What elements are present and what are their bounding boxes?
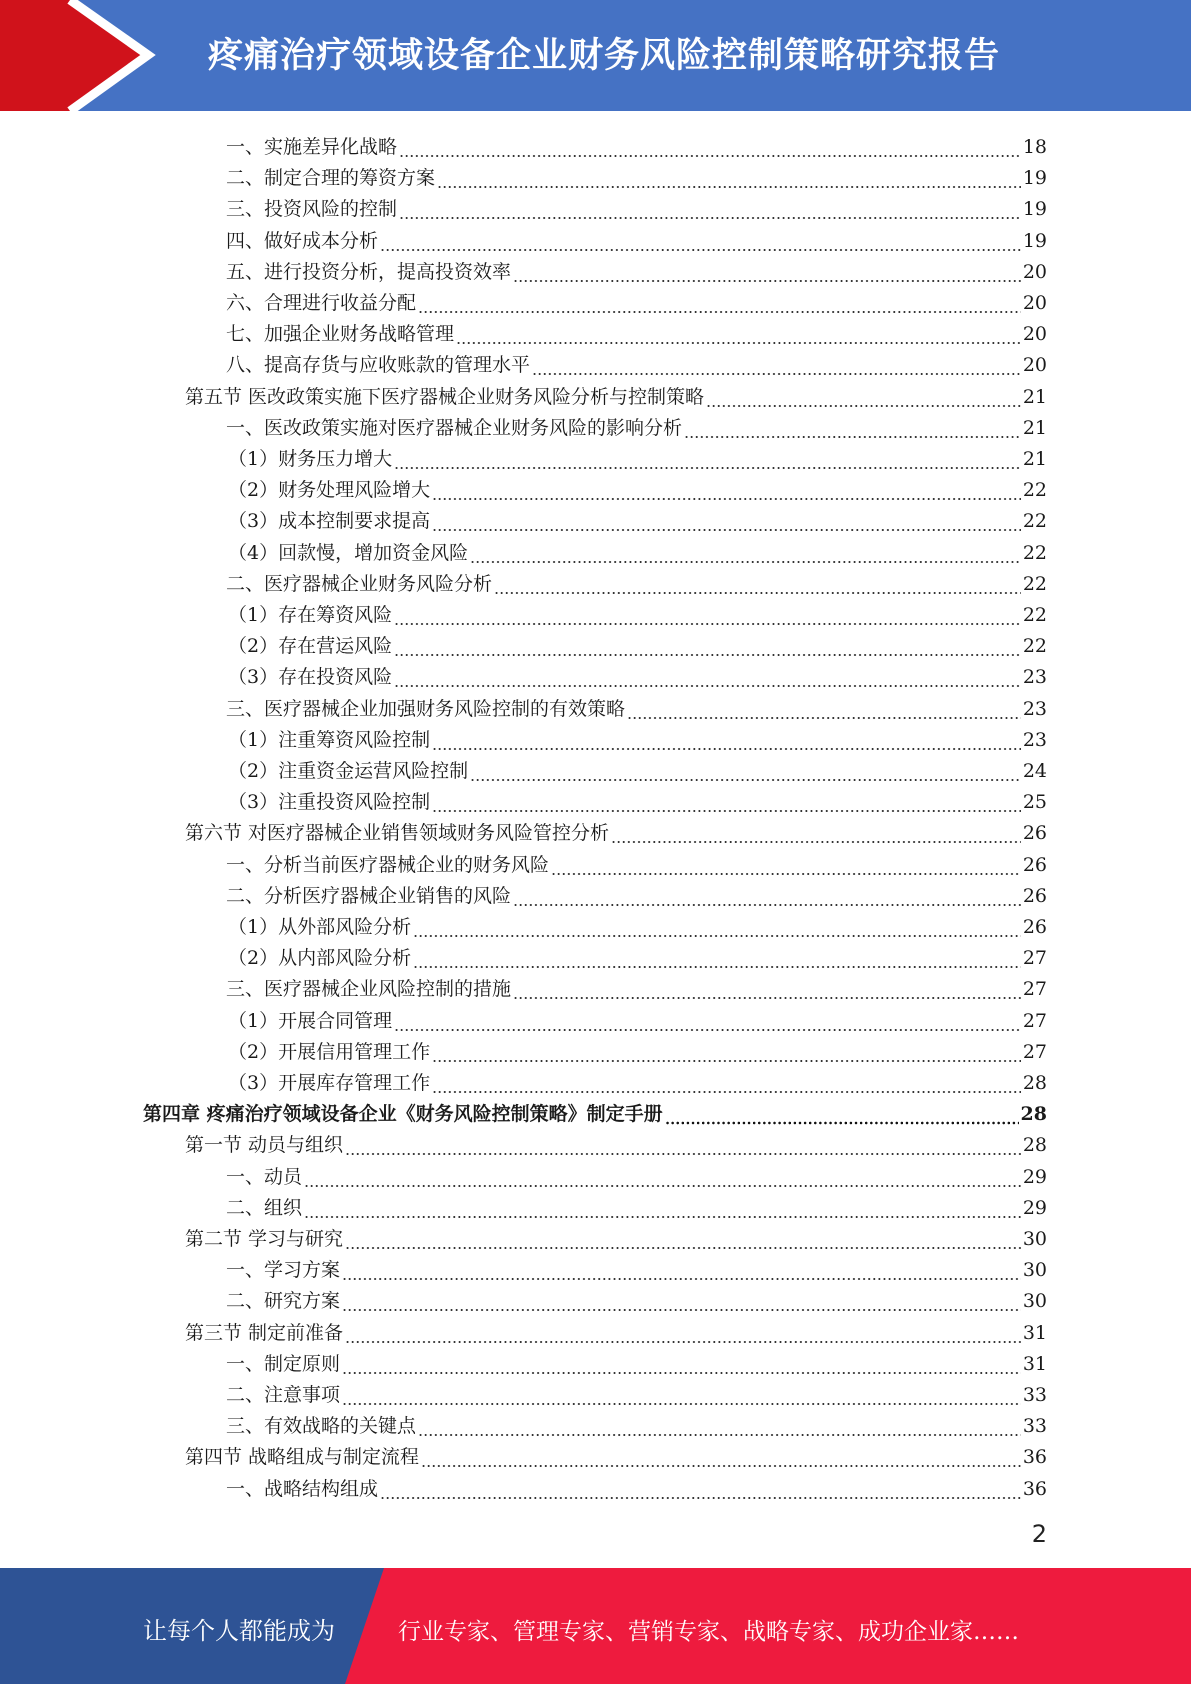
toc-dot-leader <box>432 485 1021 501</box>
toc-entry-page: 22 <box>1022 572 1047 595</box>
toc-entry-page: 26 <box>1022 822 1047 845</box>
page-number: 2 <box>1031 1520 1047 1548</box>
toc-entry-page: 26 <box>1022 884 1047 907</box>
toc-entry-page: 20 <box>1022 354 1047 377</box>
toc-entry-page: 20 <box>1022 323 1047 346</box>
toc-entry-page: 18 <box>1022 136 1047 158</box>
toc-entry-page: 28 <box>1022 1134 1047 1157</box>
toc-entry-label: 二、制定合理的筹资方案 <box>226 167 436 190</box>
toc-entry-label: 三、医疗器械企业风险控制的措施 <box>226 978 512 1001</box>
toc-dot-leader <box>684 423 1021 439</box>
toc-entry-label: 一、实施差异化战略 <box>226 136 398 158</box>
toc-entry[interactable] <box>228 657 1047 688</box>
toc-dot-leader <box>513 267 1021 283</box>
toc-entry[interactable] <box>226 189 1047 220</box>
toc-dot-leader <box>394 454 1021 470</box>
toc-entry-label: （2）财务处理风险增大 <box>228 479 431 502</box>
toc-entry-label: （1）从外部风险分析 <box>228 916 412 938</box>
toc-entry[interactable] <box>228 782 1047 813</box>
toc-entry-label: 二、医疗器械企业财务风险分析 <box>226 572 493 595</box>
toc-dot-leader <box>551 860 1021 876</box>
toc-dot-leader <box>418 1421 1021 1437</box>
toc-entry-label: （2）开展信用管理工作 <box>228 1040 431 1063</box>
toc-dot-leader <box>413 922 1021 938</box>
toc-entry-page: 19 <box>1022 167 1047 190</box>
toc-entry[interactable] <box>228 720 1047 751</box>
toc-entry-page: 21 <box>1022 385 1047 408</box>
toc-entry[interactable] <box>226 1406 1047 1437</box>
toc-entry[interactable] <box>226 689 1047 720</box>
toc-dot-leader <box>342 1390 1021 1406</box>
toc-entry-label: （3）成本控制要求提高 <box>228 510 431 533</box>
toc-entry[interactable] <box>228 533 1047 564</box>
toc-entry-label: （1）财务压力增大 <box>228 448 393 470</box>
toc-entry-page: 22 <box>1022 510 1047 533</box>
toc-entry-page: 20 <box>1022 292 1047 314</box>
toc-entry[interactable] <box>226 845 1047 876</box>
toc-dot-leader <box>421 1452 1021 1468</box>
toc-dot-leader <box>413 953 1021 969</box>
toc-entry-page: 27 <box>1022 947 1047 970</box>
page-footer <box>0 1568 1191 1684</box>
toc-entry[interactable] <box>143 1094 1047 1125</box>
toc-dot-leader <box>394 641 1021 657</box>
toc-entry-page: 25 <box>1022 791 1047 814</box>
toc-entry[interactable] <box>226 283 1047 314</box>
toc-dot-leader <box>470 766 1021 782</box>
toc-entry-label: 三、投资风险的控制 <box>226 198 398 221</box>
toc-entry[interactable] <box>226 1188 1047 1219</box>
toc-entry-page: 30 <box>1022 1290 1047 1313</box>
toc-dot-leader <box>432 1047 1021 1063</box>
toc-entry-page: 33 <box>1022 1384 1047 1406</box>
toc-entry[interactable] <box>226 1250 1047 1281</box>
toc-dot-leader <box>532 360 1021 376</box>
footer-slogan-left: 让每个人都能成为 <box>143 1617 335 1645</box>
toc-entry-label: （3）注重投资风险控制 <box>228 791 431 814</box>
toc-entry-label: 第六节 对医疗器械企业销售领域财务风险管控分析 <box>185 822 610 845</box>
toc-entry[interactable] <box>185 1313 1047 1344</box>
toc-entry-label: 二、分析医疗器械企业销售的风险 <box>226 884 512 907</box>
toc-entry-label: 三、有效战略的关键点 <box>226 1415 417 1438</box>
toc-entry-label: （1）注重筹资风险控制 <box>228 728 431 751</box>
toc-entry[interactable] <box>228 751 1047 782</box>
toc-entry[interactable] <box>226 252 1047 283</box>
toc-entry-page: 33 <box>1022 1415 1047 1438</box>
toc-dot-leader <box>342 1265 1021 1281</box>
toc-dot-leader <box>494 579 1021 595</box>
toc-entry-label: 二、研究方案 <box>226 1290 341 1313</box>
toc-entry-page: 29 <box>1022 1165 1047 1188</box>
toc-entry[interactable] <box>226 345 1047 376</box>
toc-entry[interactable] <box>226 127 1047 158</box>
toc-dot-leader <box>399 204 1021 220</box>
footer-slogan-right: 行业专家、管理专家、营销专家、战略专家、成功企业家…… <box>398 1619 1019 1645</box>
toc-entry-page: 27 <box>1022 1040 1047 1063</box>
toc-entry-label: 六、合理进行收益分配 <box>226 292 417 314</box>
toc-entry-page: 36 <box>1022 1446 1047 1469</box>
toc-dot-leader <box>345 1140 1021 1156</box>
toc-entry-label: 一、医改政策实施对医疗器械企业财务风险的影响分析 <box>226 416 683 439</box>
toc-entry-label: （2）存在营运风险 <box>228 635 393 658</box>
toc-entry-label: （3）开展库存管理工作 <box>228 1072 431 1094</box>
toc-entry-label: 第二节 学习与研究 <box>185 1228 344 1250</box>
toc-entry[interactable] <box>226 969 1047 1000</box>
toc-entry[interactable] <box>228 1032 1047 1063</box>
toc-entry-label: 二、注意事项 <box>226 1384 341 1406</box>
toc-entry-label: 第三节 制定前准备 <box>185 1321 344 1344</box>
toc-entry[interactable] <box>228 938 1047 969</box>
toc-entry-label: 一、战略结构组成 <box>226 1477 379 1500</box>
toc-entry-page: 31 <box>1022 1321 1047 1344</box>
toc-dot-leader <box>380 1484 1021 1500</box>
toc-dot-leader <box>304 1172 1021 1188</box>
toc-entry-label: 第五节 医改政策实施下医疗器械企业财务风险分析与控制策略 <box>185 385 705 408</box>
toc-dot-leader <box>432 516 1021 532</box>
toc-entry-label: 四、做好成本分析 <box>226 229 379 252</box>
toc-entry-page: 22 <box>1022 541 1047 564</box>
toc-dot-leader <box>342 1359 1021 1375</box>
toc-entry-page: 36 <box>1022 1477 1047 1500</box>
toc-entry-label: （2）注重资金运营风险控制 <box>228 760 469 782</box>
toc-entry-label: 第四节 战略组成与制定流程 <box>185 1446 420 1469</box>
toc-entry-label: （2）从内部风险分析 <box>228 947 412 970</box>
toc-dot-leader <box>432 797 1021 813</box>
toc-entry-page: 20 <box>1022 260 1047 283</box>
toc-entry-page: 26 <box>1022 853 1047 876</box>
toc-dot-leader <box>394 672 1021 688</box>
toc-entry-label: 一、学习方案 <box>226 1259 341 1282</box>
toc-dot-leader <box>611 828 1021 844</box>
toc-entry-label: 一、动员 <box>226 1165 303 1188</box>
toc-entry-label: 二、组织 <box>226 1196 303 1219</box>
toc-entry-label: 三、医疗器械企业加强财务风险控制的有效策略 <box>226 697 626 720</box>
toc-dot-leader <box>304 1203 1021 1219</box>
toc-entry[interactable] <box>185 1219 1047 1250</box>
document-title: 疼痛治疗领域设备企业财务风险控制策略研究报告 <box>208 36 1001 76</box>
page-header <box>0 0 1191 111</box>
toc-entry[interactable] <box>228 1001 1047 1032</box>
toc-dot-leader <box>627 704 1021 720</box>
toc-entry[interactable] <box>228 501 1047 532</box>
toc-entry-page: 19 <box>1022 198 1047 221</box>
toc-entry[interactable] <box>185 1437 1047 1468</box>
toc-dot-leader <box>470 548 1021 564</box>
toc-entry-label: 一、制定原则 <box>226 1352 341 1375</box>
toc-entry-page: 21 <box>1022 416 1047 439</box>
toc-entry[interactable] <box>226 221 1047 252</box>
toc-entry-page: 22 <box>1022 635 1047 658</box>
toc-dot-leader <box>665 1109 1019 1125</box>
toc-entry-page: 22 <box>1022 479 1047 502</box>
toc-entry[interactable] <box>226 1344 1047 1375</box>
toc-dot-leader <box>456 329 1021 345</box>
toc-entry[interactable] <box>228 907 1047 938</box>
toc-dot-leader <box>380 236 1021 252</box>
toc-entry-page: 28 <box>1022 1072 1047 1094</box>
toc-dot-leader <box>394 610 1021 626</box>
toc-entry[interactable] <box>226 314 1047 345</box>
toc-entry-label: 第一节 动员与组织 <box>185 1134 344 1157</box>
toc-entry-page: 19 <box>1022 229 1047 252</box>
toc-entry-page: 30 <box>1022 1259 1047 1282</box>
toc-entry[interactable] <box>226 408 1047 439</box>
toc-entry-page: 23 <box>1022 666 1047 689</box>
toc-entry[interactable] <box>185 813 1047 844</box>
toc-entry-label: 五、进行投资分析，提高投资效率 <box>226 260 512 283</box>
toc-entry[interactable] <box>226 158 1047 189</box>
toc-entry-label: 第四章 疼痛治疗领域设备企业《财务风险控制策略》制定手册 <box>143 1103 663 1126</box>
toc-entry-label: 一、分析当前医疗器械企业的财务风险 <box>226 853 550 876</box>
toc-entry-page: 21 <box>1022 448 1047 470</box>
toc-entry-page: 23 <box>1022 697 1047 720</box>
chevron-arrow-icon <box>0 0 160 111</box>
toc-entry[interactable] <box>226 876 1047 907</box>
toc-entry[interactable] <box>228 439 1047 470</box>
toc-entry[interactable] <box>185 1125 1047 1156</box>
toc-entry-label: （1）存在筹资风险 <box>228 604 393 626</box>
toc-entry-label: （3）存在投资风险 <box>228 666 393 689</box>
toc-entry-label: （1）开展合同管理 <box>228 1009 393 1032</box>
toc-entry-label: 七、加强企业财务战略管理 <box>226 323 455 346</box>
toc-entry[interactable] <box>226 1281 1047 1312</box>
toc-dot-leader <box>394 1016 1021 1032</box>
toc-entry-page: 27 <box>1022 1009 1047 1032</box>
toc-entry-page: 28 <box>1020 1103 1047 1126</box>
toc-dot-leader <box>706 392 1021 408</box>
toc-entry-page: 23 <box>1022 728 1047 751</box>
toc-entry[interactable] <box>228 1063 1047 1094</box>
toc-entry-page: 22 <box>1022 604 1047 626</box>
toc-entry-label: （4）回款慢，增加资金风险 <box>228 541 469 564</box>
toc-entry[interactable] <box>226 1469 1047 1500</box>
toc-entry[interactable] <box>228 626 1047 657</box>
toc-dot-leader <box>399 142 1021 158</box>
toc-entry[interactable] <box>226 1375 1047 1406</box>
toc-dot-leader <box>342 1296 1021 1312</box>
toc-entry[interactable] <box>185 377 1047 408</box>
toc-dot-leader <box>513 984 1021 1000</box>
toc-dot-leader <box>437 173 1021 189</box>
toc-dot-leader <box>432 1078 1021 1094</box>
toc-entry[interactable] <box>228 595 1047 626</box>
toc-entry-page: 30 <box>1022 1228 1047 1250</box>
toc-entry-page: 31 <box>1022 1352 1047 1375</box>
toc-dot-leader <box>513 891 1021 907</box>
toc-entry-page: 26 <box>1022 916 1047 938</box>
toc-dot-leader <box>345 1328 1021 1344</box>
toc-dot-leader <box>432 735 1021 751</box>
toc-entry[interactable] <box>228 470 1047 501</box>
toc-entry-page: 29 <box>1022 1196 1047 1219</box>
toc-entry-label: 八、提高存货与应收账款的管理水平 <box>226 354 531 377</box>
toc-dot-leader <box>345 1234 1021 1250</box>
toc-entry-page: 27 <box>1022 978 1047 1001</box>
toc-entry[interactable] <box>226 1157 1047 1188</box>
toc-dot-leader <box>418 298 1021 314</box>
toc-entry[interactable] <box>226 564 1047 595</box>
toc-entry-page: 24 <box>1022 760 1047 782</box>
